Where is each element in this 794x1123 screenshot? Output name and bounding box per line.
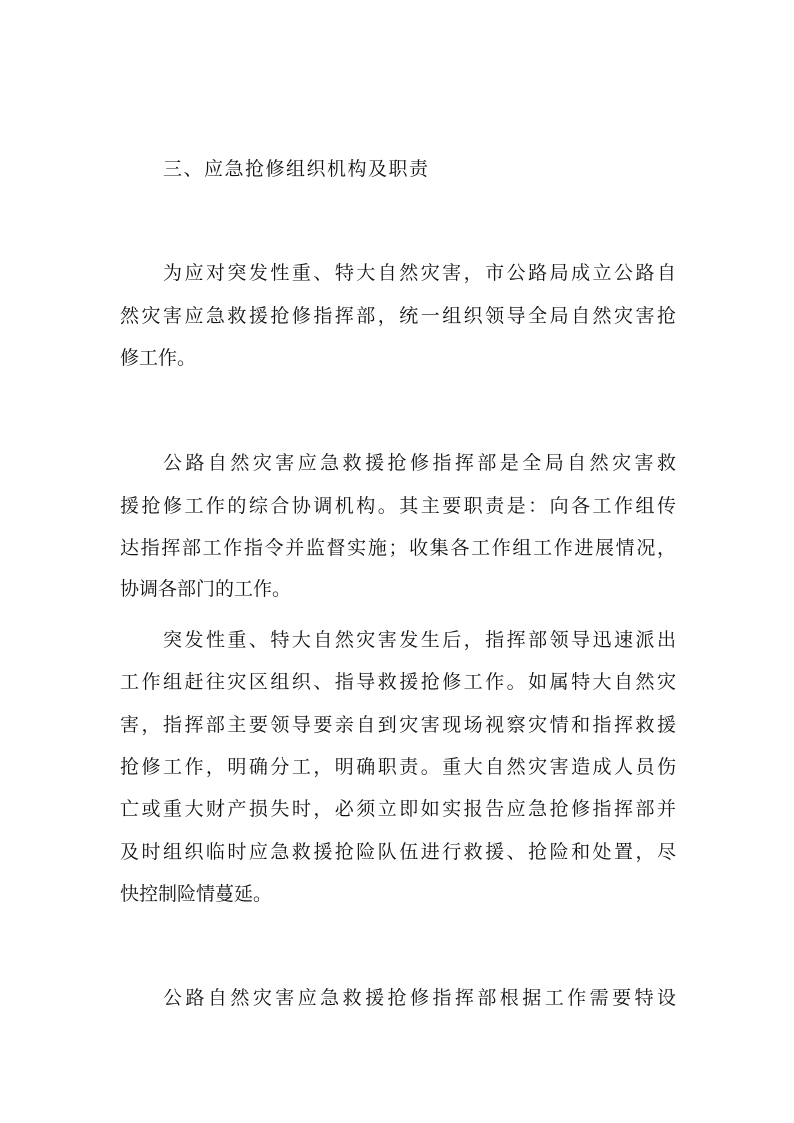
paragraph-line: 达指挥部工作指令并监督实施；收集各工作组工作进展情况，	[120, 537, 676, 559]
paragraph-line: 害，指挥部主要领导要亲自到灾害现场视察灾情和指挥救援	[120, 714, 676, 736]
paragraph-line: 协调各部门的工作。	[120, 578, 292, 600]
section-heading: 三、应急抢修组织机构及职责	[163, 158, 430, 180]
paragraph-line: 及时组织临时应急救援抢险队伍进行救援、抢险和处置，尽	[120, 841, 676, 863]
paragraph-line: 公路自然灾害应急救援抢修指挥部根据工作需要特设	[163, 987, 676, 1009]
paragraph-line: 突发性重、特大自然灾害发生后，指挥部领导迅速派出	[163, 629, 676, 651]
paragraph-line: 援抢修工作的综合协调机构。其主要职责是：向各工作组传	[120, 495, 676, 517]
paragraph-line: 公路自然灾害应急救援抢修指挥部是全局自然灾害救	[163, 452, 676, 474]
paragraph-line: 亡或重大财产损失时，必须立即如实报告应急抢修指挥部并	[120, 798, 676, 820]
paragraph-line: 工作组赶往灾区组织、指导救援抢修工作。如属特大自然灾	[120, 671, 676, 693]
paragraph-line: 然灾害应急救援抢修指挥部，统一组织领导全局自然灾害抢	[120, 305, 676, 327]
paragraph-line: 为应对突发性重、特大自然灾害，市公路局成立公路自	[163, 262, 676, 284]
paragraph-line: 快控制险情蔓延。	[120, 883, 273, 905]
paragraph-line: 修工作。	[120, 347, 197, 369]
paragraph-line: 抢修工作，明确分工，明确职责。重大自然灾害造成人员伤	[120, 756, 676, 778]
